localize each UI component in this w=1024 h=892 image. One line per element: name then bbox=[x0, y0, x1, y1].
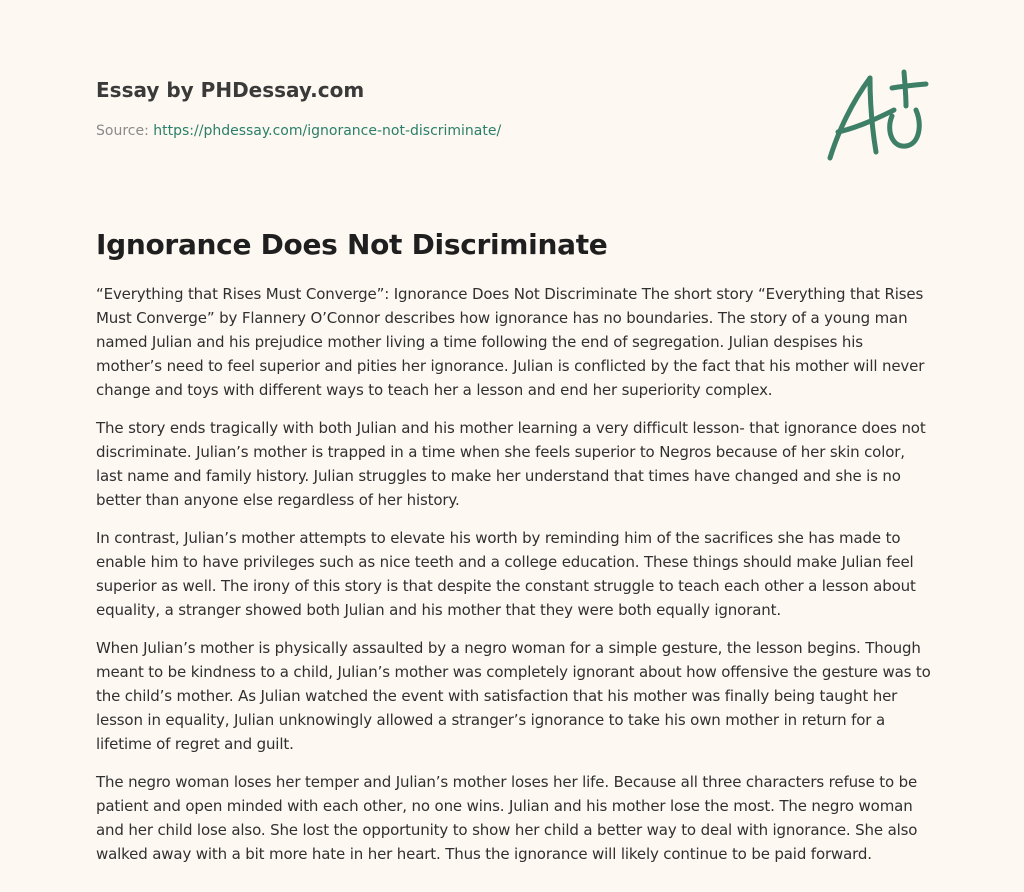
essay-paragraph: In contrast, Julian’s mother attempts to elevate his worth by reminding him of the sacrifices she has made to enable him to have privileges such as nice teeth and a college education. These things should make Julian feel superior as well. The irony of this story is that despite the constant struggle to teach each other a lesson about equality, a stranger showed both Julian and his mother that they were both equally ignorant. bbox=[96, 529, 916, 619]
essay-paragraph: The story ends tragically with both Julian and his mother learning a very difficult lesson- that ignorance does not discriminate. Julian’s mother is trapped in a time when she feels superior to Negros because of her skin color, last name and family history. Julian struggles to make her understand that times have changed and she is no better than anyone else regardless of her history. bbox=[96, 419, 926, 509]
a-plus-logo-icon bbox=[822, 66, 930, 166]
essay-content bbox=[96, 226, 932, 880]
essay-paragraph: When Julian’s mother is physically assaulted by a negro woman for a simple gesture, the lesson begins. Though meant to be kindness to a child, Julian’s mother was completely ignorant about how offensive the gesture was to the child’s mother. As Julian watched the event with satisfaction that his mother was finally being taught her lesson in equality, Julian unknowingly allowed a stranger’s ignorance to take his own mother in return for a lifetime of regret and guilt. bbox=[96, 639, 931, 753]
source-label: Source: bbox=[96, 123, 154, 139]
site-header bbox=[96, 76, 696, 141]
essay-title: Ignorance Does Not Discriminate bbox=[96, 228, 608, 261]
essay-paragraph: “Everything that Rises Must Converge”: Ignorance Does Not Discriminate The short story “Everything that Rises Must Converge” by Flannery O’Connor describes how ignorance has no boundaries. The story of a young man named Julian and his prejudice mother living a time following the end of segregation. Julian despises his mother’s need to feel superior and pities her ignorance. Julian is conflicted by the fact that his mother will never change and toys with different ways to teach her a lesson and end her superiority complex. bbox=[96, 285, 925, 399]
essay-paragraph: The negro woman loses her temper and Julian’s mother loses her life. Because all three characters refuse to be patient and open minded with each other, no one wins. Julian and his mother lose the most. The negro woman and her child lose also. She lost the opportunity to show her child a better way to deal with ignorance. She also walked away with a bit more hate in her heart. Thus the ignorance will likely continue to be paid forward. bbox=[96, 773, 918, 863]
source-line bbox=[96, 121, 696, 141]
site-title: Essay by PHDessay.com bbox=[96, 78, 365, 102]
source-link[interactable]: https://phdessay.com/ignorance-not-discriminate/ bbox=[153, 123, 502, 139]
